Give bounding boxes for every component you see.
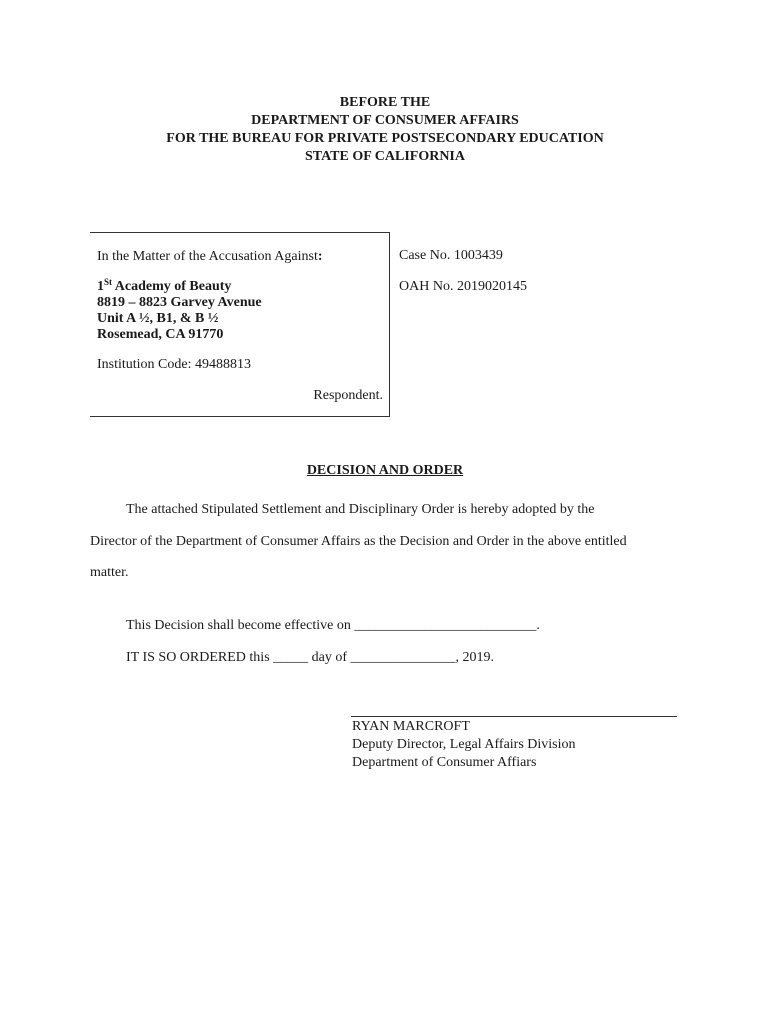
matter-colon: : bbox=[317, 249, 323, 264]
institution-code: Institution Code: 49488813 bbox=[97, 357, 251, 372]
body-line-1: The attached Stipulated Settlement and Disciplinary Order is hereby adopted by the bbox=[126, 502, 595, 517]
document-title: DECISION AND ORDER bbox=[306, 463, 464, 478]
address-line-2: Unit A ½, B1, & B ½ bbox=[97, 311, 219, 326]
respondent-name-rest: Academy of Beauty bbox=[112, 279, 232, 294]
address-line-1: 8819 – 8823 Garvey Avenue bbox=[97, 295, 262, 310]
signature-line bbox=[351, 716, 677, 717]
decision-paragraph bbox=[90, 494, 690, 589]
case-caption-box bbox=[90, 232, 390, 417]
address-line-3: Rosemead, CA 91770 bbox=[97, 327, 224, 342]
respondent-label: Respondent. bbox=[313, 388, 383, 403]
signatory-name: RYAN MARCROFT bbox=[352, 719, 470, 734]
body-line-3: matter. bbox=[90, 565, 129, 580]
signatory-department: Department of Consumer Affiars bbox=[352, 755, 537, 770]
oah-number: OAH No. 2019020145 bbox=[399, 279, 527, 294]
matter-prefix: In the Matter of the Accusation Against bbox=[97, 249, 318, 264]
document-header bbox=[0, 94, 770, 166]
respondent-name bbox=[97, 279, 262, 295]
respondent-address-block bbox=[97, 279, 262, 343]
matter-heading bbox=[97, 249, 323, 265]
so-ordered-line: IT IS SO ORDERED this _____ day of _______________, 2019. bbox=[126, 650, 495, 665]
header-line-1: BEFORE THE bbox=[339, 95, 431, 110]
header-line-2: DEPARTMENT OF CONSUMER AFFAIRS bbox=[251, 113, 519, 128]
body-line-2: Director of the Department of Consumer Affairs as the Decision and Order in the above entitled bbox=[90, 533, 627, 549]
header-line-4: STATE OF CALIFORNIA bbox=[305, 149, 465, 164]
signature-block bbox=[352, 718, 576, 772]
effective-date-line: This Decision shall become effective on __________________________. bbox=[126, 618, 540, 633]
respondent-name-superscript: St bbox=[104, 277, 113, 287]
signatory-title: Deputy Director, Legal Affairs Division bbox=[352, 737, 576, 752]
header-line-3: FOR THE BUREAU FOR PRIVATE POSTSECONDARY EDUCATION bbox=[166, 131, 604, 146]
respondent-name-number: 1 bbox=[97, 279, 104, 294]
case-numbers bbox=[399, 248, 527, 295]
case-number: Case No. 1003439 bbox=[399, 248, 503, 263]
